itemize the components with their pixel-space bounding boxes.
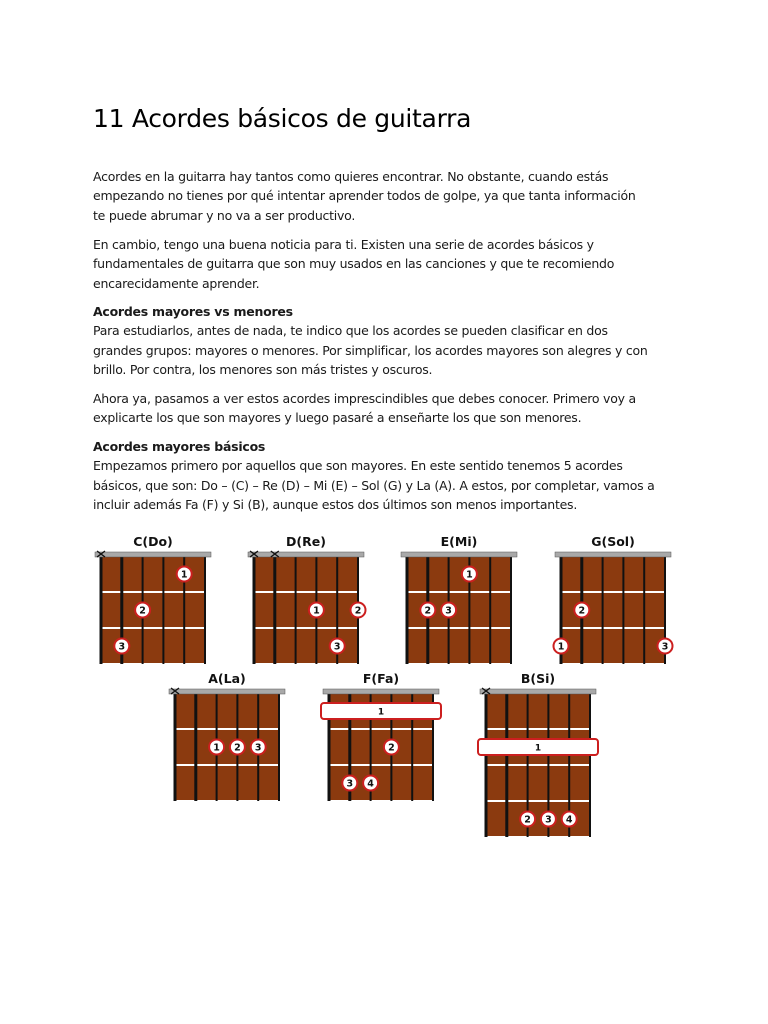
finger-number: 2 — [578, 605, 586, 617]
text-line: brillo. Por contra, los menores son más tristes y oscuros. — [93, 361, 433, 377]
finger-number: 3 — [254, 742, 262, 754]
chord-diagram — [478, 671, 598, 837]
finger-number: 3 — [118, 641, 126, 653]
chord-name: G(Sol) — [591, 534, 635, 549]
text-line: fundamentales de guitarra que son muy usados en las canciones y que te recomiendo — [93, 256, 615, 272]
chord-name: E(Mi) — [440, 534, 478, 549]
section-heading: Acordes mayores básicos — [93, 439, 266, 454]
text-line: explicarte los que son mayores y luego pasaré a enseñarte los que son menores. — [93, 410, 582, 426]
nut-bar — [555, 552, 671, 557]
nut-bar — [323, 689, 439, 694]
finger-number: 4 — [565, 814, 573, 826]
finger-number: 2 — [139, 605, 146, 617]
finger-number: 1 — [534, 743, 542, 754]
page-title: 11 Acordes básicos de guitarra — [93, 104, 472, 133]
chord-diagram — [554, 534, 673, 664]
nut-bar — [401, 552, 517, 557]
chord-diagram — [321, 671, 441, 801]
text-line: Acordes en la guitarra hay tantos como quieres encontrar. No obstante, cuando estás — [93, 169, 609, 184]
text-line: Para estudiarlos, antes de nada, te indico que los acordes se pueden clasificar en dos — [93, 323, 608, 339]
text-line: empezando no tienes por qué intentar aprender todos de golpe, ya que tanta información — [93, 188, 636, 204]
chord-diagram — [95, 534, 211, 664]
nut-bar — [95, 552, 211, 557]
chord-name: C(Do) — [133, 534, 173, 549]
finger-number: 3 — [661, 641, 669, 653]
chord-diagram — [248, 534, 366, 664]
finger-number: 1 — [213, 742, 220, 754]
finger-number: 1 — [180, 569, 188, 581]
text-line: encarecidamente aprender. — [93, 275, 260, 291]
nut-bar — [169, 689, 285, 694]
finger-number: 3 — [445, 605, 452, 617]
section-heading: Acordes mayores vs menores — [93, 304, 293, 319]
finger-number: 1 — [557, 641, 565, 653]
finger-number: 1 — [466, 569, 473, 581]
nut-bar — [480, 689, 596, 694]
finger-number: 1 — [377, 707, 385, 718]
chord-name: A(La) — [208, 671, 246, 686]
finger-number: 3 — [333, 641, 341, 653]
finger-number: 4 — [367, 778, 374, 790]
chord-name: B(Si) — [520, 671, 556, 686]
finger-number: 3 — [545, 814, 552, 826]
nut-bar — [248, 552, 364, 557]
finger-number: 1 — [313, 605, 320, 617]
text-line: En cambio, tengo una buena noticia para ti. Existen una serie de acordes básicos y — [93, 237, 594, 252]
finger-number: 2 — [354, 605, 362, 617]
finger-number: 2 — [388, 742, 395, 754]
chord-diagram — [169, 671, 285, 801]
text-line: básicos, que son: Do – (C) – Re (D) – Mi (E) – Sol (G) y La (A). A estos, por completar, vamos a — [93, 477, 655, 493]
text-line: te puede abrumar y no va a ser productivo. — [93, 207, 356, 223]
finger-number: 2 — [524, 814, 531, 826]
text-line: grandes grupos: mayores o menores. Por simplificar, los acordes mayores son alegres y con — [93, 342, 648, 358]
finger-number: 2 — [234, 742, 241, 754]
chord-name: F(Fa) — [362, 671, 400, 686]
finger-number: 2 — [424, 605, 432, 617]
text-line: Empezamos primero por aquellos que son mayores. En este sentido tenemos 5 acordes — [93, 458, 623, 474]
finger-number: 3 — [346, 778, 354, 790]
chord-diagram — [401, 534, 517, 664]
text-line: incluir además Fa (F) y Si (B), aunque estos dos últimos son menos importantes. — [93, 496, 578, 512]
chord-name: D(Re) — [286, 534, 326, 549]
text-line: Ahora ya, pasamos a ver estos acordes imprescindibles que debes conocer. Primero voy a — [93, 391, 636, 406]
